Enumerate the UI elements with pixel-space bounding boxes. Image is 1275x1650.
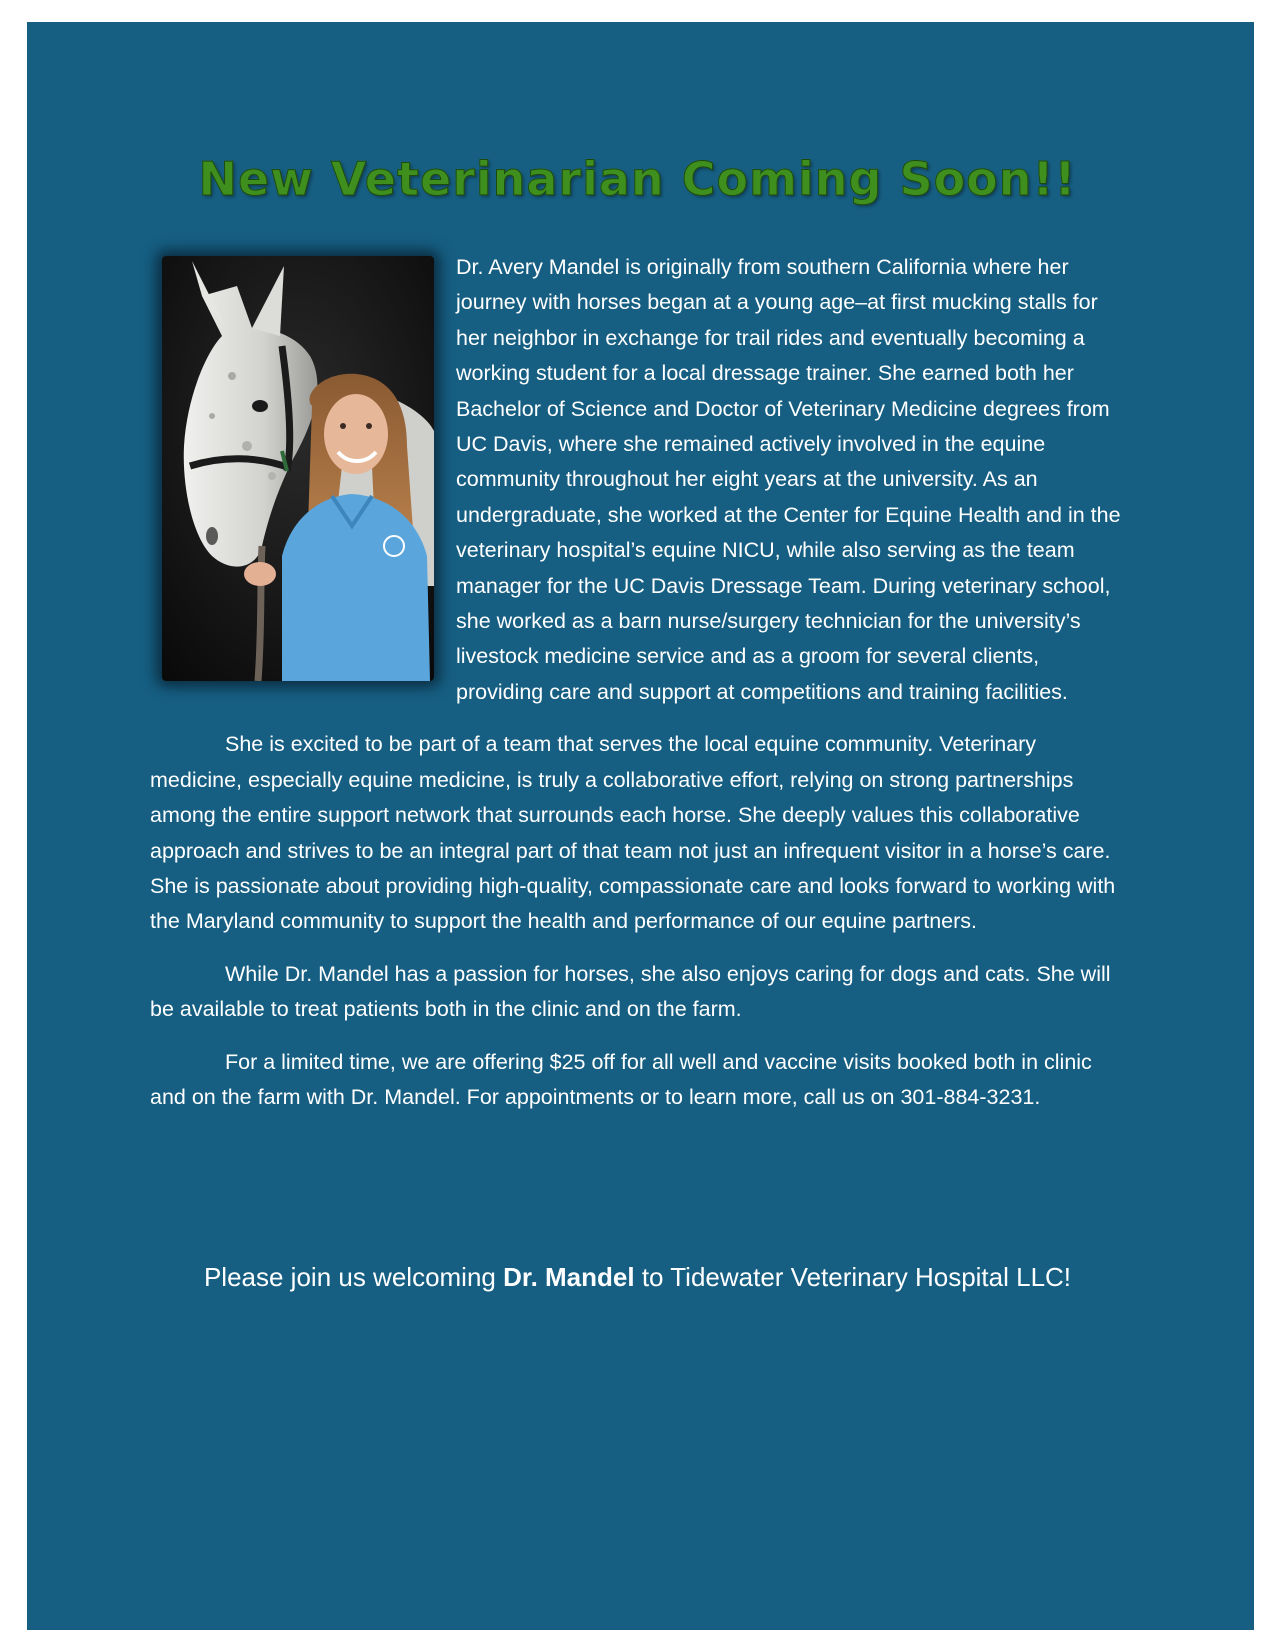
welcome-line	[0, 1262, 1275, 1293]
small-animal-paragraph: While Dr. Mandel has a passion for horses, she also enjoys caring for dogs and cats. She will be available to treat patients both in the clinic and on the farm.	[150, 961, 1111, 1022]
welcome-prefix: Please join us welcoming	[203, 1262, 504, 1292]
team-paragraph: She is excited to be part of a team that serves the local equine community. Veterinary medicine, especially equine medicine, is truly a collaborative effort, relying on strong partnerships among the entire support network that surrounds each horse. She deeply values this collaborative approach and strives to be an integral part of that team not just an infrequent visitor in a horse’s care. She is passionate about providing high-quality, compassionate care and looks forward to working with the Maryland community to support the health and performance of our equine partners.	[150, 732, 1116, 934]
doctor-name: Dr. Mandel	[503, 1262, 635, 1292]
headline: New Veterinarian Coming Soon!!	[198, 152, 1077, 206]
veterinarian-with-horse-photo	[162, 256, 434, 681]
welcome-suffix: to Tidewater Veterinary Hospital LLC!	[634, 1262, 1072, 1292]
bio-paragraph: Dr. Avery Mandel is originally from southern California where her journey with horses began at a young age–at first mucking stalls for her neighbor in exchange for trail rides and eventually becoming a working student for a local dressage trainer. She earned both her Bachelor of Science and Doctor of Veterinary Medicine degrees from UC Davis, where she remained actively involved in the equine community throughout her eight years at the university. As an undergraduate, she worked at the Center for Equine Health and in the veterinary hospital’s equine NICU, while also serving as the team manager for the UC Davis Dressage Team. During veterinary school, she worked as a barn nurse/surgery technician for the university’s livestock medicine service and as a groom for several clients, providing care and support at competitions and training facilities.	[456, 255, 1121, 704]
article-body	[150, 250, 1130, 1132]
offer-paragraph: For a limited time, we are offering $25 off for all well and vaccine visits booked both in clinic and on the farm with Dr. Mandel. For appointments or to learn more, call us on 301-884-3231.	[150, 1049, 1092, 1109]
